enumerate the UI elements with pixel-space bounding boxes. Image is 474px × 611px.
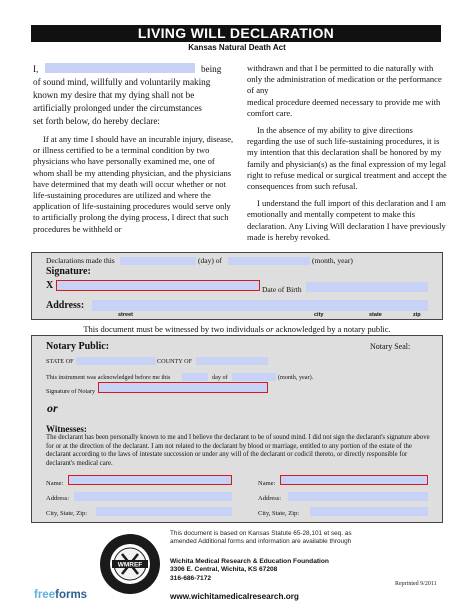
notary-title: Notary Public:	[46, 341, 110, 352]
witness1-address-field[interactable]	[74, 492, 232, 501]
witness-note-before: This document must be witnessed by two individuals	[83, 324, 264, 334]
terminal-condition-paragraph: If at any time I should have an incurable injury, disease, or illness certified to be a terminal condition by two physicians who have personally examined me, one of whom shall be my attending physician, and the physicians have determined that my death will occur whether or not life-sustaining procedures are utilized and where the application of life-sustaining procedures would serve only to artificially prolong the dying process, I direct that such procedures be withheld or	[33, 134, 234, 234]
zip-sublabel: zip	[413, 312, 421, 318]
signature-x-label: X	[46, 280, 54, 291]
witnesses-title: Witnesses:	[46, 424, 87, 434]
notary-month-year-field[interactable]	[232, 373, 276, 381]
witness2-city-field[interactable]	[310, 507, 428, 516]
witness-requirement-note	[0, 324, 474, 334]
declaration-day-field[interactable]	[120, 257, 196, 265]
acknowledged-label: This instrument was acknowledged before me this	[46, 374, 171, 381]
document-title: LIVING WILL DECLARATION	[31, 25, 441, 42]
address-label: Address:	[46, 300, 85, 311]
date-of-birth-field[interactable]	[306, 282, 428, 292]
notary-day-of-label: day of	[212, 374, 228, 381]
month-year-label: (month, year)	[312, 256, 353, 265]
witness1-address-label: Address:	[46, 495, 70, 502]
right-paragraph-3: In the absence of my ability to give directions regarding the use of such life-sustaining procedures, it is my intention that this declaration shall be honored by my family and physician(s) as the final expression of my legal right to refuse medical or surgical treatment and accept the consequences from such refusal.	[247, 125, 447, 192]
witness2-address-field[interactable]	[288, 492, 428, 501]
footer-statute-note	[170, 530, 430, 547]
document-subtitle: Kansas Natural Death Act	[188, 43, 286, 52]
seal-text: WMREF	[117, 561, 143, 569]
reprinted-date: Reprinted 9/2011	[395, 581, 437, 587]
witness2-name-label: Name:	[258, 480, 276, 487]
notary-state-field[interactable]	[76, 357, 156, 365]
witness1-city-field[interactable]	[96, 507, 232, 516]
notary-county-field[interactable]	[196, 357, 268, 365]
organization-address: 3306 E. Central, Wichita, KS 67208	[170, 566, 278, 574]
declarant-line	[33, 63, 238, 76]
right-paragraph-4: I understand the full import of this declaration and I am emotionally and mentally competent to make this declaration. Any Living Will declaration I have previously made is hereby revoked.	[247, 198, 446, 242]
intro-line-4: set forth below, do hereby declare:	[33, 116, 160, 126]
footer-statute-line-1: This document is based on Kansas Statute 65-28,101 et seq. as	[170, 530, 352, 537]
being-label: being	[200, 64, 222, 74]
footer-organization	[170, 558, 420, 583]
signature-label: Signature:	[46, 266, 91, 277]
freeforms-logo	[34, 589, 87, 601]
declaration-month-year-field[interactable]	[228, 257, 310, 265]
city-sublabel: city	[314, 312, 324, 318]
foundation-seal-logo	[98, 532, 162, 596]
notary-month-year-label: (month, year).	[278, 374, 314, 381]
signature-of-notary-label: Signature of Notary	[46, 388, 96, 395]
notary-day-field[interactable]	[182, 373, 208, 381]
witness2-name-field[interactable]	[280, 475, 428, 485]
notary-signature-field[interactable]	[98, 382, 268, 393]
declarant-signature-field[interactable]	[56, 280, 260, 291]
intro-line-3: artificially prolonged under the circumstances	[33, 103, 202, 113]
witness1-name-label: Name:	[46, 480, 64, 487]
right-paragraph-2: medical procedure deemed necessary to provide me with comfort care.	[247, 96, 441, 118]
body-left-column	[33, 63, 238, 235]
witness2-city-label: City, State, Zip:	[258, 510, 300, 517]
state-sublabel: state	[369, 312, 382, 318]
witness-note-or: or	[266, 324, 274, 334]
witness-note-after: acknowledged by a notary public.	[275, 324, 391, 334]
intro-line-1: of sound mind, willfully and voluntarily making	[33, 77, 211, 87]
state-of-label: STATE OF	[46, 358, 74, 365]
witness1-city-label: City, State, Zip:	[46, 510, 88, 517]
day-of-label: (day) of	[198, 256, 222, 265]
footer-statute-line-2: amended Additional forms and information are available through	[170, 538, 352, 546]
county-of-label: COUNTY OF	[157, 358, 193, 365]
witness1-name-field[interactable]	[68, 475, 232, 485]
freeforms-logo-free: free	[34, 589, 56, 601]
declarant-address-field[interactable]	[92, 300, 428, 311]
witnesses-statement: The declarant has been personally known to me and I believe the declarant to be of sound mind. I did not sign the declarant's signature above for or at the direction of the declarant. I am not related to the declarant by blood or marriage, entitled to any portion of the estate of the declarant according to the laws of intestate succession or under any will of the declarant or codicil thereto, or directly responsible for declarant's medical care.	[46, 434, 430, 467]
body-right-column	[247, 63, 447, 243]
witness2-address-label: Address:	[258, 495, 282, 502]
i-label: I,	[33, 64, 39, 74]
freeforms-logo-forms: forms	[55, 589, 88, 601]
declarant-name-field[interactable]	[45, 63, 195, 73]
organization-phone: 316-686-7172	[170, 574, 212, 582]
or-separator: or	[47, 401, 58, 415]
organization-website-link[interactable]: www.wichitamedicalresearch.org	[170, 592, 299, 601]
street-sublabel: street	[118, 312, 133, 318]
intro-line-2: known my desire that my dying shall not be	[33, 90, 195, 100]
date-of-birth-label: Date of Birth	[262, 285, 302, 294]
organization-name: Wichita Medical Research & Education Foundation	[170, 558, 329, 565]
right-paragraph-1: withdrawn and that I be permitted to die naturally with only the administration of medication or the performance of any	[247, 63, 442, 96]
notary-seal-label: Notary Seal:	[370, 342, 411, 351]
declarations-made-label: Declarations made this	[46, 256, 115, 265]
